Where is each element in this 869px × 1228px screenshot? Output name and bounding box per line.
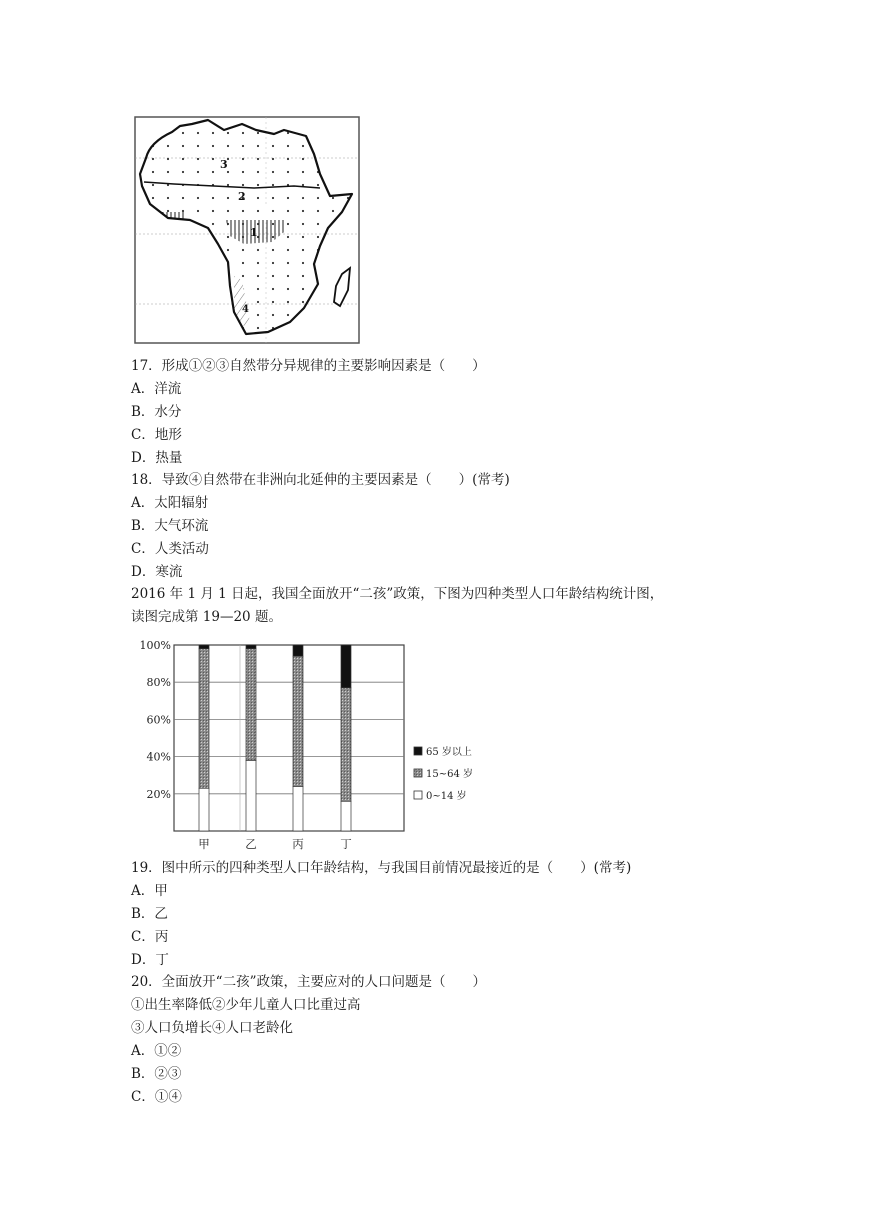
bar-segment — [199, 788, 209, 831]
legend-swatch — [414, 747, 422, 755]
q19-option-c[interactable]: C．丙 — [131, 929, 169, 945]
q20-option-c[interactable]: C．①④ — [131, 1089, 182, 1105]
legend-swatch — [414, 769, 422, 777]
q18-option-b[interactable]: B．大气环流 — [131, 518, 209, 534]
q20-choices-line-1: ①出生率降低②少年儿童人口比重过高 — [131, 997, 361, 1013]
q18-stem: 18．导致④自然带在非洲向北延伸的主要因素是（ ）(常考) — [131, 472, 510, 488]
zone-label-2: 2 — [238, 190, 246, 203]
q17-option-c[interactable]: C．地形 — [131, 427, 182, 443]
intro-line-1: 2016 年 1 月 1 日起，我国全面放开“二孩”政策，下图为四种类型人口年龄结构统计图， — [131, 586, 664, 602]
legend-label: 65 岁以上 — [426, 747, 472, 758]
x-tick-label: 丁 — [340, 837, 352, 851]
q20-choices-line-2: ③人口负增长④人口老龄化 — [131, 1020, 293, 1036]
bar-segment — [199, 649, 209, 789]
y-tick-label: 40% — [146, 750, 171, 764]
bar-segment — [246, 645, 256, 649]
africa-map — [134, 116, 360, 344]
q17-option-b[interactable]: B．水分 — [131, 404, 182, 420]
q18-option-d[interactable]: D．寒流 — [131, 564, 183, 580]
zone-label-3: 3 — [220, 158, 228, 171]
bar-segment — [293, 645, 303, 656]
legend-label: 15~64 岁 — [426, 769, 474, 780]
y-tick-label: 100% — [139, 639, 171, 652]
bar-segment — [341, 645, 351, 688]
bar-segment — [246, 649, 256, 761]
bar-segment — [246, 760, 256, 831]
y-tick-label: 80% — [146, 676, 171, 690]
bar-segment — [199, 645, 209, 649]
q19-option-a[interactable]: A．甲 — [131, 883, 168, 899]
q18-option-c[interactable]: C．人类活动 — [131, 541, 209, 557]
x-tick-label: 丙 — [292, 837, 304, 851]
zone-label-1: 1 — [250, 226, 258, 239]
q19-option-b[interactable]: B．乙 — [131, 906, 168, 922]
q19-stem: 19．图中所示的四种类型人口年龄结构，与我国目前情况最接近的是（ ）(常考) — [131, 860, 632, 876]
q17-stem: 17．形成①②③自然带分异规律的主要影响因素是（ ） — [131, 358, 486, 374]
intro-line-2: 读图完成第 19—20 题。 — [131, 609, 282, 625]
q19-option-d[interactable]: D．丁 — [131, 952, 169, 968]
q20-option-a[interactable]: A．①② — [131, 1043, 182, 1059]
q18-option-a[interactable]: A．太阳辐射 — [131, 495, 209, 511]
legend-swatch — [414, 791, 422, 799]
y-tick-label: 60% — [146, 713, 171, 727]
x-tick-label: 乙 — [245, 837, 257, 851]
q20-stem: 20．全面放开“二孩”政策，主要应对的人口问题是（ ） — [131, 974, 486, 990]
legend-label: 0~14 岁 — [426, 791, 467, 802]
zone-label-4: 4 — [242, 304, 249, 315]
q17-option-d[interactable]: D．热量 — [131, 450, 183, 466]
q17-option-a[interactable]: A．洋流 — [131, 381, 182, 397]
bar-segment — [341, 688, 351, 801]
y-tick-label: 20% — [146, 787, 171, 801]
x-tick-label: 甲 — [198, 837, 210, 851]
bar-segment — [293, 786, 303, 831]
q20-option-b[interactable]: B．②③ — [131, 1066, 182, 1082]
age-structure-chart — [132, 637, 490, 859]
bar-segment — [341, 801, 351, 831]
bar-segment — [293, 656, 303, 786]
